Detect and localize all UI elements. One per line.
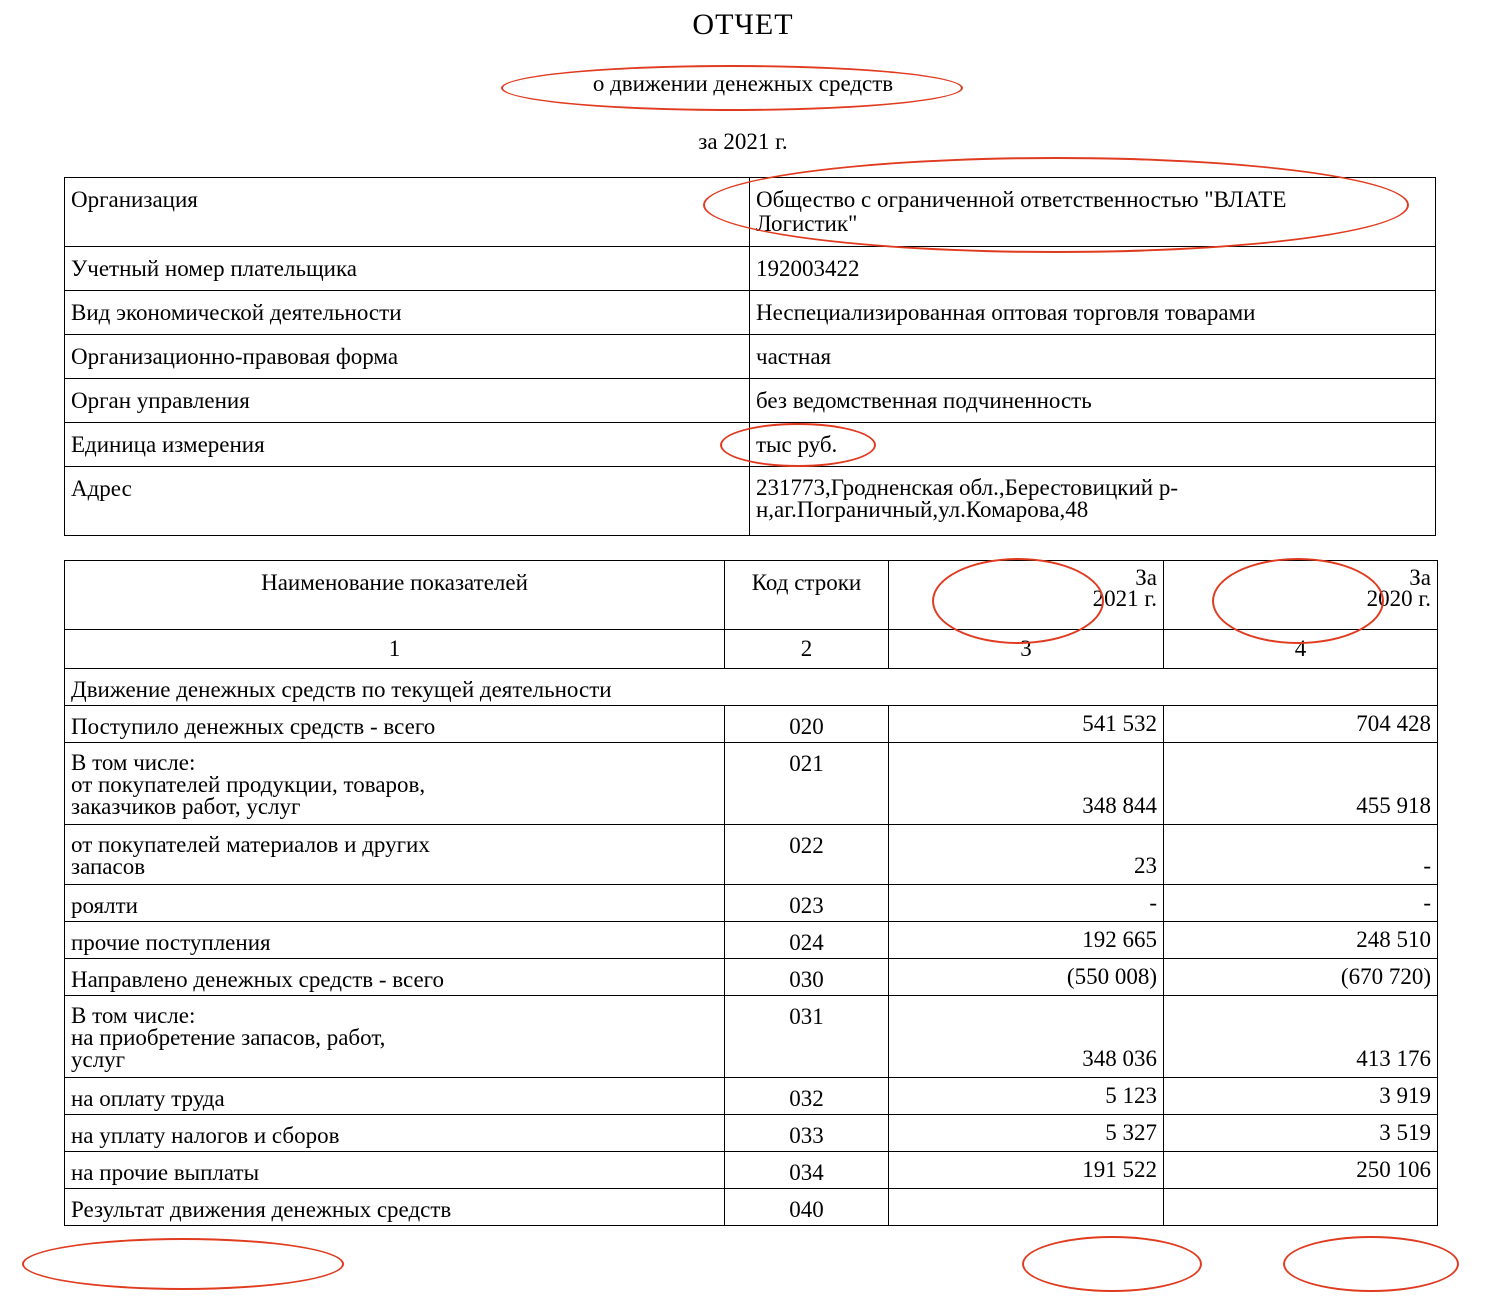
- row-name-line: В том числе:: [71, 750, 196, 775]
- info-value: [750, 467, 1436, 536]
- row-value-2020: 413 176: [1164, 996, 1438, 1078]
- row-name-line: услуг: [71, 1047, 126, 1072]
- column-number: 2: [725, 630, 889, 669]
- table-row-033: [65, 1115, 1438, 1152]
- row-code: 030: [725, 959, 889, 996]
- column-number: 4: [1164, 630, 1438, 669]
- table-body: [65, 706, 1438, 1226]
- row-value-2021: [889, 1189, 1164, 1226]
- section-title: Движение денежных средств по текущей деятельности: [65, 669, 1438, 706]
- header-current-year: [889, 561, 1164, 630]
- cash-flow-table: [64, 560, 1438, 1226]
- header-current-line: 2021 г.: [1092, 586, 1157, 611]
- table-row-022: [65, 825, 1438, 885]
- table-row-034: [65, 1152, 1438, 1189]
- table-row-024: [65, 922, 1438, 959]
- row-name-line: прочие поступления: [71, 930, 271, 955]
- row-value-2021: 541 532: [889, 706, 1164, 743]
- row-value-2021: 348 844: [889, 743, 1164, 825]
- row-name: [65, 959, 725, 996]
- info-label: Орган управления: [65, 379, 750, 423]
- row-value-2020: [1164, 1189, 1438, 1226]
- row-name-line: Направлено денежных средств - всего: [71, 967, 445, 992]
- info-label: Учетный номер плательщика: [65, 247, 750, 291]
- row-name-line: Результат движения денежных средств: [71, 1197, 452, 1222]
- row-name-line: от покупателей материалов и других: [71, 832, 430, 857]
- row-name: [65, 825, 725, 885]
- row-value-2020: 704 428: [1164, 706, 1438, 743]
- section-row: [65, 669, 1438, 706]
- info-row-payer-number: [65, 247, 1436, 291]
- info-value-line: Логистик": [756, 211, 858, 236]
- row-name-line: на приобретение запасов, работ,: [71, 1025, 386, 1050]
- info-row-management: [65, 379, 1436, 423]
- row-value-2021: 5 123: [889, 1078, 1164, 1115]
- row-value-2020: (670 720): [1164, 959, 1438, 996]
- row-value-2020: 3 519: [1164, 1115, 1438, 1152]
- row-name: [65, 706, 725, 743]
- info-label: Единица измерения: [65, 423, 750, 467]
- info-row-legal-form: [65, 335, 1436, 379]
- table-row-023: [65, 885, 1438, 922]
- table-row-031: [65, 996, 1438, 1078]
- info-value-line: Общество с ограниченной ответственностью "ВЛАТЕ: [756, 187, 1287, 212]
- row-name: [65, 1115, 725, 1152]
- info-row-unit: [65, 423, 1436, 467]
- info-row-activity: [65, 291, 1436, 335]
- row-value-2021: 5 327: [889, 1115, 1164, 1152]
- row-value-2021: 348 036: [889, 996, 1164, 1078]
- row-name: [65, 1078, 725, 1115]
- row-value-2020: 248 510: [1164, 922, 1438, 959]
- row-name: [65, 922, 725, 959]
- row-code: 040: [725, 1189, 889, 1226]
- row-code: 022: [725, 825, 889, 885]
- report-title: ОТЧЕТ: [692, 8, 794, 41]
- column-number: 3: [889, 630, 1164, 669]
- header-name: Наименование показателей: [65, 561, 725, 630]
- row-value-2021: -: [889, 885, 1164, 922]
- table-row-030: [65, 959, 1438, 996]
- info-row-organization: [65, 178, 1436, 247]
- header-previous-line: 2020 г.: [1366, 586, 1431, 611]
- header-code: Код строки: [725, 561, 889, 630]
- table-row-032: [65, 1078, 1438, 1115]
- row-name-line: на оплату труда: [71, 1086, 225, 1111]
- annotation-ellipse-row-034-label: [22, 1238, 344, 1290]
- header-current-line: За: [1135, 565, 1157, 590]
- info-label: Вид экономической деятельности: [65, 291, 750, 335]
- row-value-2021: (550 008): [889, 959, 1164, 996]
- info-value: [750, 178, 1436, 247]
- info-value-line: 231773,Гродненская обл.,Берестовицкий р-: [756, 475, 1178, 500]
- info-value: тыс руб.: [750, 423, 1436, 467]
- report-period: за 2021 г.: [698, 129, 788, 154]
- row-name: [65, 996, 725, 1078]
- info-label: Организация: [65, 178, 750, 247]
- row-name: [65, 1152, 725, 1189]
- info-value-line: н,аг.Пограничный,ул.Комарова,48: [756, 497, 1089, 522]
- row-code: 031: [725, 996, 889, 1078]
- row-code: 020: [725, 706, 889, 743]
- row-value-2020: 455 918: [1164, 743, 1438, 825]
- info-value: 192003422: [750, 247, 1436, 291]
- annotation-ellipse-row-034-2020: [1283, 1236, 1459, 1292]
- row-code: 032: [725, 1078, 889, 1115]
- table-row-020: [65, 706, 1438, 743]
- row-name-line: роялти: [71, 893, 138, 918]
- report-subtitle: о движении денежных средств: [592, 71, 894, 96]
- row-name: [65, 743, 725, 825]
- row-value-2020: -: [1164, 825, 1438, 885]
- header-previous-line: За: [1409, 565, 1431, 590]
- row-code: 033: [725, 1115, 889, 1152]
- info-value: частная: [750, 335, 1436, 379]
- row-code: 021: [725, 743, 889, 825]
- table-header-row: [65, 561, 1438, 630]
- row-value-2020: 250 106: [1164, 1152, 1438, 1189]
- column-number: 1: [65, 630, 725, 669]
- row-name-line: на уплату налогов и сборов: [71, 1123, 340, 1148]
- row-value-2021: 191 522: [889, 1152, 1164, 1189]
- row-name-line: Поступило денежных средств - всего: [71, 714, 436, 739]
- row-value-2021: 192 665: [889, 922, 1164, 959]
- row-value-2020: -: [1164, 885, 1438, 922]
- info-row-address: [65, 467, 1436, 536]
- row-code: 024: [725, 922, 889, 959]
- table-row-040: [65, 1189, 1438, 1226]
- table-row-021: [65, 743, 1438, 825]
- annotation-ellipse-row-034-2021: [1022, 1236, 1202, 1292]
- info-label: Адрес: [65, 467, 750, 536]
- header-previous-year: [1164, 561, 1438, 630]
- row-value-2021: 23: [889, 825, 1164, 885]
- row-name-line: В том числе:: [71, 1003, 196, 1028]
- row-name-line: на прочие выплаты: [71, 1160, 260, 1185]
- column-number-row: [65, 630, 1438, 669]
- row-name: [65, 885, 725, 922]
- row-name: [65, 1189, 725, 1226]
- info-value: Неспециализированная оптовая торговля товарами: [750, 291, 1436, 335]
- row-name-line: запасов: [71, 854, 146, 879]
- row-code: 023: [725, 885, 889, 922]
- row-value-2020: 3 919: [1164, 1078, 1438, 1115]
- info-value: без ведомственная подчиненность: [750, 379, 1436, 423]
- row-name-line: заказчиков работ, услуг: [71, 794, 301, 819]
- row-name-line: от покупателей продукции, товаров,: [71, 772, 426, 797]
- row-code: 034: [725, 1152, 889, 1189]
- organization-info-table: [64, 177, 1436, 536]
- info-label: Организационно-правовая форма: [65, 335, 750, 379]
